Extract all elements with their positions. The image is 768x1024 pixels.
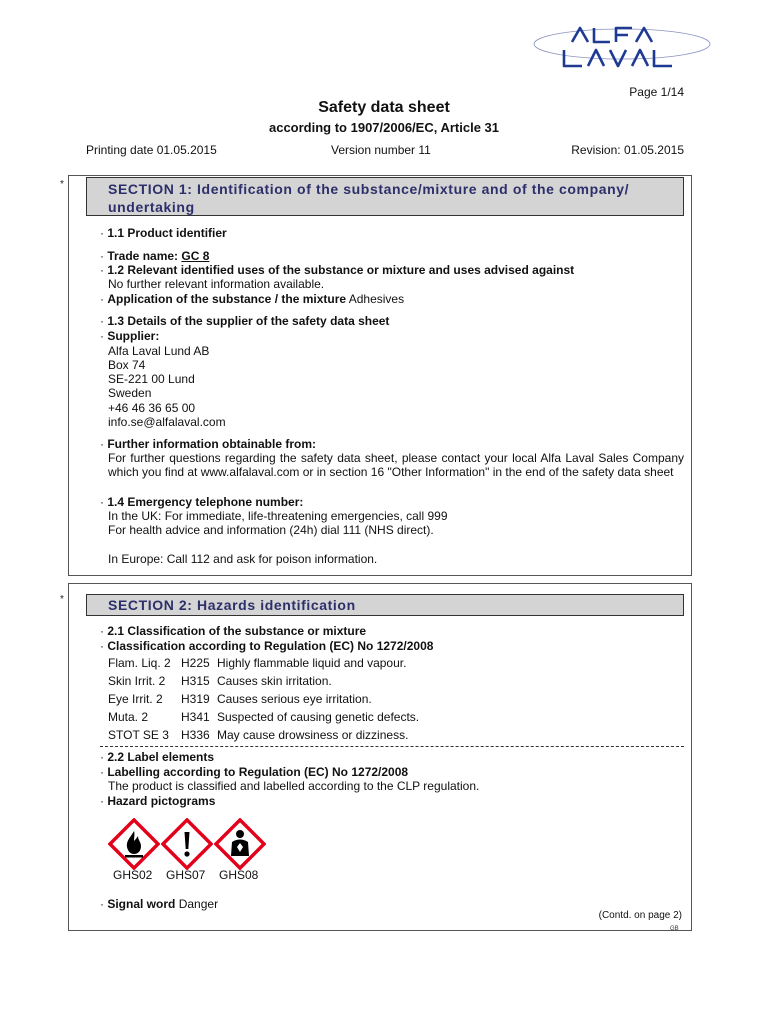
continued-note: (Contd. on page 2) [598,910,682,921]
emergency-line: In the UK: For immediate, life-threatening emergencies, call 999 [108,509,448,523]
flame-icon [108,818,160,870]
label-elements: · 2.2 Label elements [100,750,215,764]
alfa-laval-logo [530,14,715,78]
labelling-regulation: · Labelling according to Regulation (EC) No 1272/2008 [100,765,409,779]
pictogram-label: GHS07 [166,868,206,882]
classification-heading: · 2.1 Classification of the substance or mixture [100,624,367,638]
hazard-row: Flam. Liq. 2 H225 Highly flammable liquid and vapour. [108,656,407,670]
signal-word: · Signal word Danger [100,897,219,911]
divider [100,746,684,747]
application: · Application of the substance / the mixture Adhesives [100,292,405,306]
emergency-line: For health advice and information (24h) dial 111 (NHS direct). [108,523,434,537]
hazard-table [108,654,419,744]
trade-name: · Trade name: GC 8 [100,249,210,263]
printing-date: Printing date 01.05.2015 [86,143,217,157]
hazard-row: Skin Irrit. 2 H315 Causes skin irritation. [108,674,332,688]
document-subtitle: according to 1907/2006/EC, Article 31 [268,120,499,135]
exclamation-icon [161,818,213,870]
revision-marker: * [60,594,64,605]
section1-heading: SECTION 1: Identification of the substance/mixture and of the company/ undertaking [86,177,684,216]
revision-date: Revision: 01.05.2015 [571,143,684,157]
trade-name-value: GC 8 [181,249,210,263]
pictogram-label: GHS08 [219,868,259,882]
no-further-info: No further relevant information available. [108,277,325,291]
version-number: Version number 11 [331,143,431,157]
page-number: Page 1/14 [629,85,684,99]
section2-heading: SECTION 2: Hazards identification [86,594,684,616]
pictograms-label: · Hazard pictograms [100,794,216,808]
supplier-label: · Supplier: [100,329,160,343]
supplier-details: · 1.3 Details of the supplier of the safety data sheet [100,314,390,328]
document-title: Safety data sheet [318,99,450,116]
hazard-row: Eye Irrit. 2 H319 Causes serious eye irritation. [108,692,372,706]
relevant-uses: · 1.2 Relevant identified uses of the substance or mixture and uses advised against [100,263,575,277]
health-hazard-icon [214,818,266,870]
europe-emergency: In Europe: Call 112 and ask for poison information. [108,552,378,566]
signal-word-value: Danger [178,897,219,911]
supplier-line: Alfa Laval Lund AB [108,344,210,358]
supplier-phone: +46 46 36 65 00 [108,401,196,415]
revision-marker: * [60,179,64,190]
emergency-label: · 1.4 Emergency telephone number: [100,495,304,509]
supplier-line: Box 74 [108,358,146,372]
hazard-row: Muta. 2 H341 Suspected of causing genetic defects. [108,710,420,724]
product-identifier: · 1.1 Product identifier [100,226,227,240]
hazard-row: STOT SE 3 H336 May cause drowsiness or dizziness. [108,728,409,742]
classification-regulation: · Classification according to Regulation (EC) No 1272/2008 [100,639,434,653]
labelling-text: The product is classified and labelled according to the CLP regulation. [108,779,480,793]
further-info-text: For further questions regarding the safety data sheet, please contact your local Alfa Laval Sales Company which you find at www.alfalaval.com or in section 16 "Other Information" in the end of the safety data sheet [108,451,684,479]
further-info-label: · Further information obtainable from: [100,437,317,451]
supplier-line: Sweden [108,386,152,400]
country-code: GB [670,926,679,932]
pictogram-label: GHS02 [113,868,153,882]
supplier-email: info.se@alfalaval.com [108,415,226,429]
supplier-line: SE-221 00 Lund [108,372,195,386]
